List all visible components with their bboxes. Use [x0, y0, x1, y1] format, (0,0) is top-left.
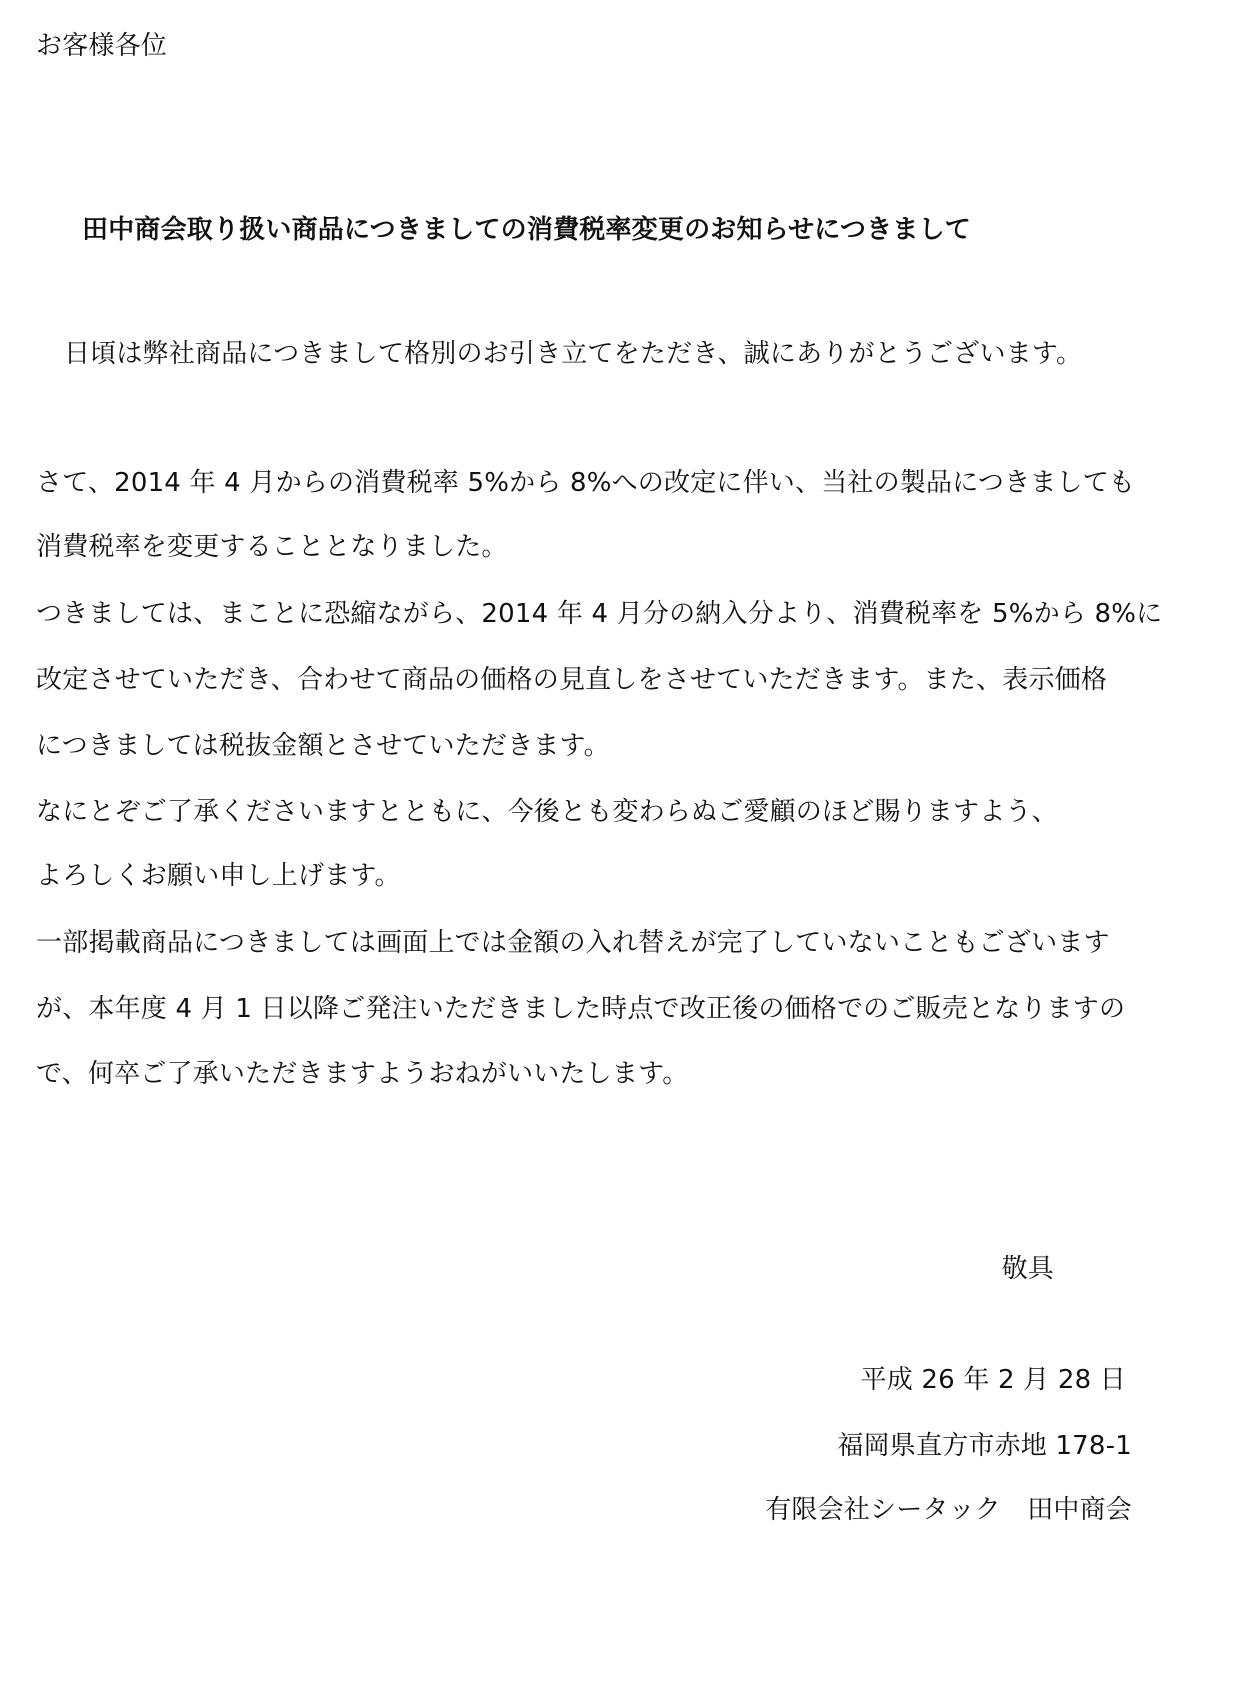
body-line: 一部掲載商品につきましては画面上では金額の入れ替えが完了していないこともございます — [36, 928, 1110, 958]
body-line: つきましては、まことに恐縮ながら、2014 年 4 月分の納入分より、消費税率を 5%から 8%に — [36, 599, 1163, 629]
closing-keigu: 敬具 — [1001, 1254, 1054, 1284]
body-line: よろしくお願い申し上げます。 — [36, 861, 401, 891]
body-line: なにとぞご了承くださいますとともに、今後とも変わらぬご愛顧のほど賜りますよう、 — [36, 797, 1058, 827]
company-name: 有限会社シータック 田中商会 — [765, 1495, 1132, 1525]
salutation: お客様各位 — [36, 31, 168, 61]
body-line: が、本年度 4 月 1 日以降ご発注いただきました時点で改正後の価格でのご販売となりますの — [36, 994, 1126, 1024]
document-title: 田中商会取り扱い商品につきましての消費税率変更のお知らせにつきまして — [82, 215, 971, 245]
date-line: 平成 26 年 2 月 28 日 — [860, 1365, 1126, 1395]
greeting-paragraph: 日頃は弊社商品につきまして格別のお引き立てをただき、誠にありがとうございます。 — [64, 339, 1083, 369]
body-line: 消費税率を変更することとなりました。 — [36, 532, 508, 562]
address-line: 福岡県直方市赤地 178-1 — [837, 1431, 1132, 1461]
body-line: につきましては税抜金額とさせていただきます。 — [36, 731, 610, 761]
body-line: で、何卒ご了承いただきますようおねがいいたします。 — [36, 1059, 689, 1089]
body-line: 改定させていただき、合わせて商品の価格の見直しをさせていただきます。また、表示価格 — [36, 665, 1108, 695]
body-line: さて、2014 年 4 月からの消費税率 5%から 8%への改定に伴い、当社の製品につきましても — [36, 468, 1136, 498]
